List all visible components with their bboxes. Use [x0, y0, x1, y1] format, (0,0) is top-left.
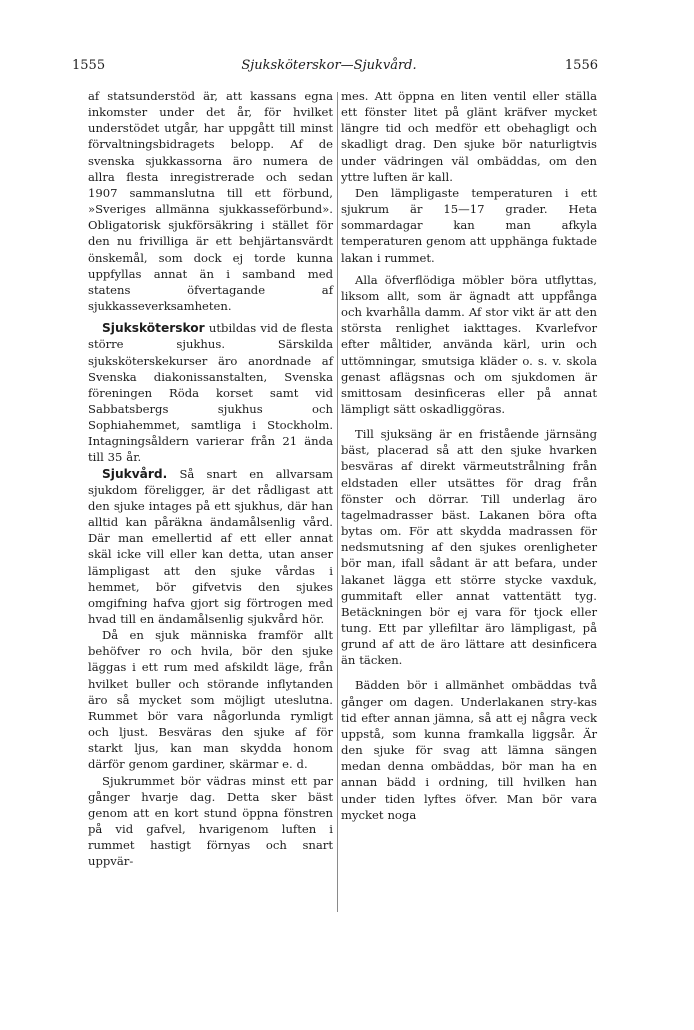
paragraph-mobler: Alla öfverflödiga möbler böra utflyttas, liksom allt, som är ägnadt att uppfånga och kvarhålla damm. Af stor vikt är att den största renlighet iakttages. Kvarlefvor efter måltider, använda kärl, urin och uttömningar, smutsiga kläder o. s. v. skola genast aflägsnas och om sjukdomen är smittosam desinficeras eller på annat lämpligt sätt oskadliggöras. — [341, 272, 597, 416]
left-column — [88, 88, 333, 870]
right-column — [341, 88, 597, 823]
running-title: Sjuksköterskor—Sjukvård. — [241, 58, 417, 73]
paragraph-sjukvard-body: Så snart en allvarsam sjukdom föreligger, är det rådligast att den sjuke intages på ett sjukhus, där han alltid kan påräkna ändamålsenlig vård. Där man emellertid af ett eller annat skäl icke vill eller kan detta, utan anser lämpligast att den sjuke vårdas i hemmet, bör gifvetvis den sjukes omgifning hafva gjort sig förtrogen med hvad till en ändamålsenlig sjukvård hör. — [88, 466, 333, 626]
headword-sjukskoterskor: Sjuksköterskor — [102, 321, 205, 336]
paragraph-vadring-cont: mes. Att öppna en liten ventil eller ställa ett fönster litet på glänt kräfver mycket längre tid och medför ett obehagligt och skadligt drag. Den sjuke bör naturligtvis under vädringen väl ombäddas, om den yttre luften är kall. — [341, 89, 597, 184]
paragraph-sjukvard — [88, 466, 333, 628]
running-header — [60, 58, 598, 80]
paragraph-sjukrummet: Sjukrummet bör vädras minst ett par gånger hvarje dag. Detta sker bäst genom att en kort stund öppna fönstren på vid gafvel, hvarigenom luften i rummet hastigt förnyas och snart uppvär- — [88, 773, 333, 869]
paragraph-badden: Bädden bör i allmänhet ombäddas två gånger om dagen. Underlakanen stry-kas tid efter annan jämna, så att ej några veck uppstå, som kunna framkalla liggsår. Är den sjuke för svag att lämna sängen medan denna ombäddas, bör man ha en annan bädd i ordning, till hvilken han under tiden lyftes öfver. Man bör vara mycket noga — [341, 678, 597, 822]
paragraph-sjuk-manniska: Då en sjuk människa framför allt behöfver ro och hvila, bör den sjuke läggas i ett rum med afskildt läge, från hvilket buller och störande inflytanden äro så mycket som möjligt uteslutna. Rummet bör vara någorlunda rymligt och ljust. Besväras den sjuke af för starkt ljus, kan man skydda honom därför genom gardiner, skärmar e. d. — [88, 628, 333, 772]
paragraph-sjuksang: Till sjuksäng är en fristående järnsäng bäst, placerad så att den sjuke hvarken besväras af direkt värmeutstrålning från eldstaden eller utsättes för drag från fönster och dörrar. Till underlag äro tagelmadrasser bäst. Lakanen böra ofta bytas om. För att skydda madrassen för nedsmutsning af den sjukes orenligheter bör man, ifall sådant är att befara, under lakanet lägga ett större stycke vaxduk, gummitaft eller annat vattentätt tyg. Betäckningen bör ej vara för tjock eller tung. Ett par yllefiltar äro lämpligast, på grund af att de äro lättare att desinficera än täcken. — [341, 427, 597, 668]
column-divider — [337, 92, 338, 912]
paragraph-sjukkassor-cont: af statsunderstöd är, att kassans egna inkomster under det år, för hvilket understödet utgår, har uppgått till minst förvaltningsbidragets belopp. Af de svenska sjukkassorna äro numera de allra flesta inregistrerade och sedan 1907 sammanslutna till ett förbund, »Sveriges allmänna sjukkasseförbund». Obligatorisk sjukförsäkring i stället för den nu frivilliga är ett behjärtansvärdt önskemål, som dock ej torde kunna uppfyllas annat än i samband med statens öfvertagande af sjukkasseverksamheten. — [88, 89, 333, 314]
headword-sjukvard: Sjukvård. — [102, 466, 168, 481]
paragraph-sjukskoterskor — [88, 320, 333, 465]
paragraph-sjukskoterskor-body: utbildas vid de flesta större sjukhus. Särskilda sjuksköterskekurser äro anordnade af Svenska diakonissanstalten, Svenska föreningen Röda korset samt vid Sabbatsbergs sjukhus och Sophiahemmet, samtliga i Stockholm. Intagningsåldern varierar från 21 ända till 35 år. — [88, 321, 333, 465]
page-number-left: 1555 — [72, 58, 106, 73]
paragraph-temperatur: Den lämpligaste temperaturen i ett sjukrum är 15—17 grader. Heta sommardagar kan man afkyla temperaturen genom att upphänga fuktade lakan i rummet. — [341, 185, 597, 265]
page-number-right: 1556 — [564, 58, 598, 73]
